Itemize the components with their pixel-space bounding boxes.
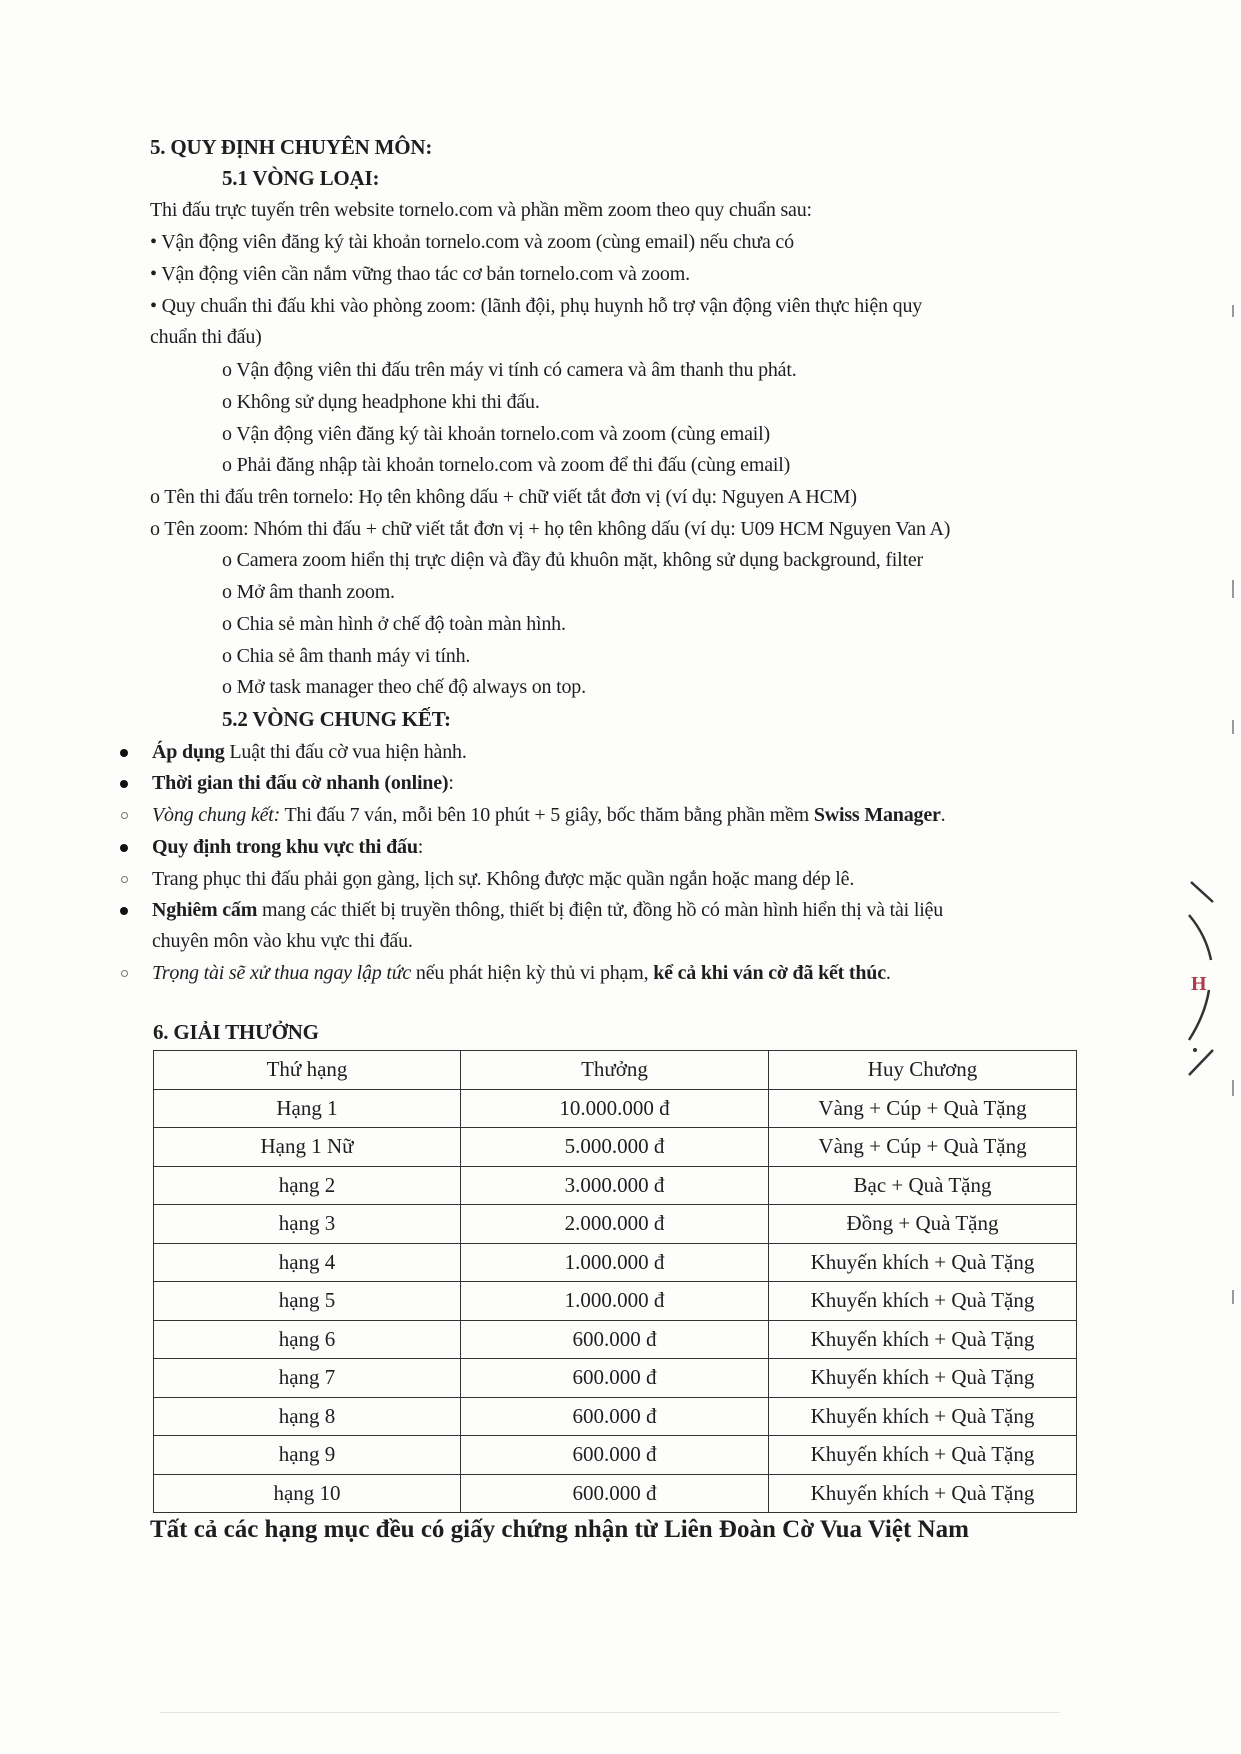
final-item-rules	[152, 738, 467, 766]
table-header-prize: Thưởng	[461, 1051, 769, 1090]
scan-edge-mark	[1232, 580, 1234, 598]
margin-stamp-mark	[1161, 880, 1241, 1100]
medal-cell: Khuyến khích + Quà Tặng	[769, 1436, 1077, 1475]
sub-item: o Camera zoom hiển thị trực diện và đầy đủ khuôn mặt, không sử dụng background, filter	[222, 549, 923, 571]
prize-cell: 600.000 đ	[461, 1436, 769, 1475]
rank-cell: hạng 10	[154, 1474, 461, 1513]
stamp-letter: H	[1191, 973, 1207, 995]
final-item-area-bold: Quy định trong khu vực thi đấu	[152, 836, 418, 858]
section-6-heading: 6. GIẢI THƯỞNG	[153, 1020, 319, 1044]
bullet-hollow-icon	[121, 970, 128, 977]
final-item-format-bold: Swiss Manager	[813, 804, 941, 826]
sub-item: o Không sử dụng headphone khi thi đấu.	[222, 391, 540, 413]
final-item-area-text: :	[417, 836, 424, 858]
bullet-filled-icon	[120, 749, 128, 757]
table-row	[154, 1320, 1077, 1359]
final-item-referee	[152, 959, 891, 987]
stamp-stroke	[1189, 1050, 1213, 1075]
stamp-stroke	[1191, 882, 1213, 902]
bullet-hollow-icon	[121, 812, 128, 819]
final-item-referee-bold: kể cả khi ván cờ đã kết thúc	[653, 962, 886, 984]
medal-cell: Bạc + Quà Tặng	[769, 1166, 1077, 1205]
prize-cell: 1.000.000 đ	[461, 1243, 769, 1282]
final-item-format-text: Thi đấu 7 ván, mỗi bên 10 phút + 5 giây, bốc thăm bằng phần mềm	[280, 804, 814, 826]
table-row	[154, 1089, 1077, 1128]
final-item-time	[152, 769, 454, 797]
name-rule: o Tên thi đấu trên tornelo: Họ tên không dấu + chữ viết tắt đơn vị (ví dụ: Nguyen A HCM)	[150, 486, 857, 508]
final-item-format-italic: Vòng chung kết:	[152, 804, 281, 826]
final-item-prohibit	[152, 896, 943, 924]
table-row	[154, 1359, 1077, 1398]
final-item-format-end: .	[940, 804, 946, 826]
table-header-medal: Huy Chương	[769, 1051, 1077, 1090]
final-item-dress: Trang phục thi đấu phải gọn gàng, lịch sự. Không được mặc quần ngắn hoặc mang dép lê.	[152, 868, 855, 890]
final-item-referee-italic: Trọng tài sẽ xử thua ngay lập tức	[152, 962, 412, 984]
medal-cell: Khuyến khích + Quà Tặng	[769, 1282, 1077, 1321]
prize-cell: 600.000 đ	[461, 1474, 769, 1513]
medal-cell: Đồng + Quà Tặng	[769, 1205, 1077, 1244]
final-item-time-bold: Thời gian thi đấu cờ nhanh (online)	[152, 772, 449, 794]
scan-edge-mark	[1232, 1290, 1234, 1304]
stamp-dot	[1193, 1048, 1197, 1052]
section-5-1-heading: 5.1 VÒNG LOẠI:	[222, 166, 380, 190]
list-item-continuation: chuẩn thi đấu)	[150, 326, 262, 348]
scan-edge-mark	[1232, 305, 1234, 317]
table-row	[154, 1474, 1077, 1513]
table-header-row	[154, 1051, 1077, 1090]
bullet-filled-icon	[120, 780, 128, 788]
prize-cell: 600.000 đ	[461, 1359, 769, 1398]
table-row	[154, 1128, 1077, 1167]
medal-cell: Khuyến khích + Quà Tặng	[769, 1320, 1077, 1359]
rank-cell: hạng 2	[154, 1166, 461, 1205]
list-item: • Vận động viên đăng ký tài khoản tornelo.com và zoom (cùng email) nếu chưa có	[150, 231, 794, 253]
prize-cell: 3.000.000 đ	[461, 1166, 769, 1205]
rank-cell: hạng 6	[154, 1320, 461, 1359]
sub-item: o Mở task manager theo chế độ always on top.	[222, 676, 586, 698]
final-item-rules-bold: Áp dụng	[152, 741, 225, 763]
sub-item: o Chia sẻ màn hình ở chế độ toàn màn hình.	[222, 613, 566, 635]
sub-item: o Mở âm thanh zoom.	[222, 581, 395, 603]
final-item-prohibit-text: mang các thiết bị truyền thông, thiết bị điện tử, đồng hồ có màn hình hiển thị và tài liệu	[257, 899, 944, 921]
bullet-hollow-icon	[121, 876, 128, 883]
section-5-2-heading: 5.2 VÒNG CHUNG KẾT:	[222, 707, 451, 731]
table-row	[154, 1243, 1077, 1282]
final-item-prohibit-bold: Nghiêm cấm	[152, 899, 258, 921]
prize-cell: 600.000 đ	[461, 1320, 769, 1359]
final-item-area	[152, 833, 423, 861]
rank-cell: Hạng 1 Nữ	[154, 1128, 461, 1167]
bullet-filled-icon	[120, 844, 128, 852]
rank-cell: hạng 7	[154, 1359, 461, 1398]
final-item-format	[152, 801, 945, 829]
scan-edge-mark	[1232, 720, 1234, 734]
medal-cell: Khuyến khích + Quà Tặng	[769, 1474, 1077, 1513]
sub-item: o Vận động viên thi đấu trên máy vi tính có camera và âm thanh thu phát.	[222, 359, 797, 381]
rank-cell: hạng 3	[154, 1205, 461, 1244]
list-item: • Vận động viên cần nắm vững thao tác cơ bản tornelo.com và zoom.	[150, 263, 690, 285]
list-item: • Quy chuẩn thi đấu khi vào phòng zoom: (lãnh đội, phụ huynh hỗ trợ vận động viên thực hiện quy	[150, 295, 923, 317]
rank-cell: Hạng 1	[154, 1089, 461, 1128]
table-row	[154, 1205, 1077, 1244]
final-item-referee-text: nếu phát hiện kỳ thủ vi phạm,	[411, 962, 654, 984]
prize-cell: 5.000.000 đ	[461, 1128, 769, 1167]
final-item-referee-end: .	[885, 962, 891, 984]
medal-cell: Vàng + Cúp + Quà Tặng	[769, 1128, 1077, 1167]
final-item-time-text: :	[448, 772, 454, 794]
intro-text: Thi đấu trực tuyến trên website tornelo.com và phần mềm zoom theo quy chuẩn sau:	[150, 199, 812, 221]
prize-cell: 1.000.000 đ	[461, 1282, 769, 1321]
rank-cell: hạng 9	[154, 1436, 461, 1475]
prize-cell: 2.000.000 đ	[461, 1205, 769, 1244]
prize-cell: 600.000 đ	[461, 1397, 769, 1436]
medal-cell: Khuyến khích + Quà Tặng	[769, 1397, 1077, 1436]
medal-cell: Khuyến khích + Quà Tặng	[769, 1243, 1077, 1282]
section-5-heading: 5. QUY ĐỊNH CHUYÊN MÔN:	[150, 135, 433, 159]
bottom-rule	[160, 1712, 1060, 1713]
rank-cell: hạng 8	[154, 1397, 461, 1436]
bullet-filled-icon	[120, 907, 128, 915]
prize-table	[153, 1050, 1077, 1513]
rank-cell: hạng 5	[154, 1282, 461, 1321]
table-row	[154, 1397, 1077, 1436]
stamp-stroke	[1189, 915, 1211, 960]
prize-cell: 10.000.000 đ	[461, 1089, 769, 1128]
final-item-rules-text: Luật thi đấu cờ vua hiện hành.	[224, 741, 467, 763]
table-header-rank: Thứ hạng	[154, 1051, 461, 1090]
table-row	[154, 1436, 1077, 1475]
stamp-stroke	[1189, 990, 1209, 1040]
name-rule: o Tên zoom: Nhóm thi đấu + chữ viết tắt đơn vị + họ tên không dấu (ví dụ: U09 HCM Nguyen Van A)	[150, 518, 951, 540]
medal-cell: Khuyến khích + Quà Tặng	[769, 1359, 1077, 1398]
table-row	[154, 1166, 1077, 1205]
sub-item: o Vận động viên đăng ký tài khoản tornelo.com và zoom (cùng email)	[222, 423, 770, 445]
sub-item: o Chia sẻ âm thanh máy vi tính.	[222, 645, 471, 667]
rank-cell: hạng 4	[154, 1243, 461, 1282]
medal-cell: Vàng + Cúp + Quà Tặng	[769, 1089, 1077, 1128]
scan-edge-mark	[1232, 1080, 1234, 1096]
final-item-prohibit-cont: chuyên môn vào khu vực thi đấu.	[152, 930, 413, 952]
table-row	[154, 1282, 1077, 1321]
sub-item: o Phải đăng nhập tài khoản tornelo.com và zoom để thi đấu (cùng email)	[222, 454, 791, 476]
certificate-note: Tất cả các hạng mục đều có giấy chứng nhận từ Liên Đoàn Cờ Vua Việt Nam	[150, 1516, 969, 1543]
